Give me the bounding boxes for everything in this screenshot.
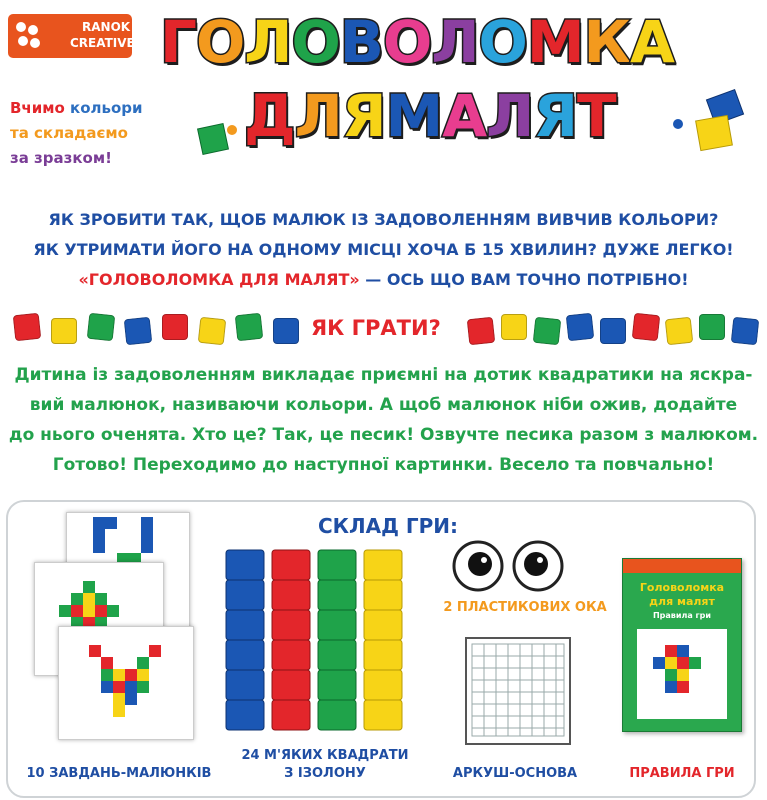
picture-cell: [113, 669, 125, 681]
rules-booklet: [622, 558, 742, 732]
soft-squares-stacks: [220, 544, 420, 740]
picture-cell: [137, 657, 149, 669]
soft-square: [318, 580, 356, 610]
soft-square: [364, 670, 402, 700]
picture-cell: [83, 581, 95, 593]
color-square-icon: [533, 317, 562, 346]
picture-cell: [113, 705, 125, 717]
soft-square: [226, 550, 264, 580]
title-letter: Я: [533, 82, 577, 150]
picture-cell: [95, 605, 107, 617]
squares-label-line-2: З ІЗОЛОНУ: [284, 766, 366, 781]
picture-card-front: [58, 626, 194, 740]
booklet-title-2: для малят: [649, 595, 715, 608]
picture-cell: [677, 669, 689, 681]
picture-cell: [101, 657, 113, 669]
cards-label: 10 ЗАВДАНЬ-МАЛЮНКІВ: [26, 766, 212, 781]
soft-square: [318, 610, 356, 640]
googly-eyes-icon: [450, 538, 570, 594]
color-square-icon: [198, 317, 227, 346]
title-letter: А: [442, 82, 487, 150]
description-line-3: до нього оченята. Хто це? Так, це песик! Озвучте песика разом з малюком.: [8, 425, 759, 445]
picture-cell: [101, 681, 113, 693]
picture-cell: [83, 593, 95, 605]
soft-square: [364, 550, 402, 580]
picture-cell: [71, 593, 83, 605]
title-letter: К: [583, 8, 630, 76]
color-square-icon: [501, 314, 527, 340]
soft-square: [226, 700, 264, 730]
soft-square: [272, 550, 310, 580]
orange-dot-icon: [222, 118, 242, 138]
picture-cell: [665, 681, 677, 693]
color-square-icon: [467, 317, 496, 346]
title-letter: Л: [486, 82, 534, 150]
picture-cell: [677, 645, 689, 657]
title-letter: Л: [244, 8, 292, 76]
title-line-1: [160, 8, 674, 76]
question-line-3-rest: — ОСЬ ЩО ВАМ ТОЧНО ПОТРІБНО!: [359, 270, 689, 289]
title-letter: О: [291, 8, 340, 76]
color-square-icon: [87, 313, 116, 342]
picture-cell: [141, 529, 153, 541]
base-sheet-grid: [464, 636, 574, 748]
description-line-4: Готово! Переходимо до наступної картинки. Весело та повчально!: [52, 455, 715, 475]
picture-cell: [665, 645, 677, 657]
description-line-1: Дитина із задоволенням викладає приємні на дотик квадратики на яскра-: [14, 365, 753, 385]
title-letter: Л: [431, 8, 479, 76]
picture-cell: [141, 541, 153, 553]
contents-title: СКЛАД ГРИ:: [318, 514, 459, 538]
title-letter: В: [339, 8, 383, 76]
soft-square: [226, 610, 264, 640]
tagline-line-2: та складаємо: [10, 124, 128, 142]
rules-label: ПРАВИЛА ГРИ: [629, 766, 735, 781]
picture-cell: [59, 605, 71, 617]
soft-square: [272, 610, 310, 640]
title-letter: Д: [244, 82, 295, 150]
tagline-line-3: за зразком!: [10, 149, 112, 167]
picture-cell: [665, 657, 677, 669]
soft-square: [318, 640, 356, 670]
picture-cell: [93, 529, 105, 541]
question-line-1: ЯК ЗРОБИТИ ТАК, ЩОБ МАЛЮК ІЗ ЗАДОВОЛЕННЯМ ВИВЧИВ КОЛЬОРИ?: [48, 210, 719, 229]
soft-square: [272, 640, 310, 670]
title-letter: О: [195, 8, 245, 76]
picture-cell: [125, 693, 137, 705]
sheet-label: АРКУШ-ОСНОВА: [452, 766, 578, 781]
soft-square: [272, 670, 310, 700]
color-square-icon: [699, 314, 725, 340]
color-square-icon: [13, 313, 42, 342]
yellow-cube-icon: [690, 112, 740, 156]
title-letter: Т: [576, 82, 616, 150]
soft-square: [226, 640, 264, 670]
soft-square: [364, 580, 402, 610]
color-square-icon: [162, 314, 188, 340]
color-square-icon: [566, 313, 595, 342]
title-letter: О: [478, 8, 527, 76]
color-square-icon: [600, 318, 626, 344]
title-letter: М: [526, 8, 584, 76]
color-square-icon: [731, 317, 760, 346]
booklet-picture: [637, 629, 727, 719]
color-square-icon: [51, 318, 77, 344]
how-to-play-heading: ЯК ГРАТИ?: [311, 316, 441, 340]
picture-cell: [89, 645, 101, 657]
soft-square: [318, 550, 356, 580]
color-square-icon: [235, 313, 264, 342]
soft-square: [226, 580, 264, 610]
product-name-highlight: «ГОЛОВОЛОМКА ДЛЯ МАЛЯТ»: [78, 270, 360, 289]
title-line-2: [244, 82, 616, 150]
color-square-icon: [665, 317, 694, 346]
tagline: [10, 96, 200, 171]
picture-cell: [107, 605, 119, 617]
ranok-creative-logo: [8, 14, 135, 58]
logo-text-creative: CREATIVE: [70, 36, 135, 50]
booklet-title-1: Головоломка: [639, 581, 725, 594]
picture-cell: [137, 669, 149, 681]
soft-square: [318, 700, 356, 730]
booklet-header-bar: [623, 559, 741, 573]
picture-cell: [125, 669, 137, 681]
soft-square: [364, 610, 402, 640]
picture-cell: [95, 593, 107, 605]
soft-square: [364, 700, 402, 730]
tagline-word-1: Вчимо: [10, 99, 65, 117]
picture-cell: [101, 669, 113, 681]
picture-cell: [105, 517, 117, 529]
title-letter: А: [629, 8, 674, 76]
picture-cell: [665, 669, 677, 681]
title-letter: О: [383, 8, 432, 76]
color-square-icon: [273, 318, 299, 344]
soft-square: [364, 640, 402, 670]
soft-square: [272, 700, 310, 730]
title-letter: Л: [294, 82, 342, 150]
picture-cell: [113, 681, 125, 693]
picture-cell: [93, 541, 105, 553]
description: [0, 360, 767, 480]
picture-cell: [125, 681, 137, 693]
eyes-label: 2 ПЛАСТИКОВИХ ОКА: [443, 600, 607, 615]
description-line-2: вий малюнок, називаючи кольори. А щоб малюнок ніби ожив, додайте: [29, 395, 738, 415]
logo-dots-icon: [16, 22, 42, 50]
picture-cell: [141, 517, 153, 529]
blue-dot-icon: [668, 112, 688, 132]
picture-cell: [653, 657, 665, 669]
picture-cell: [137, 681, 149, 693]
title-letter: М: [385, 82, 443, 150]
soft-square: [226, 670, 264, 700]
squares-label-line-1: 24 М'ЯКИХ КВАДРАТИ: [241, 748, 409, 763]
color-square-icon: [124, 317, 153, 346]
booklet-subtitle: Правила гри: [652, 611, 712, 620]
title-letter: Г: [160, 8, 196, 76]
picture-cell: [689, 657, 701, 669]
soft-square: [272, 580, 310, 610]
picture-cell: [71, 605, 83, 617]
picture-cell: [83, 605, 95, 617]
color-square-icon: [632, 313, 661, 342]
picture-cell: [677, 681, 689, 693]
logo-text-ranok: RANOK: [82, 20, 131, 34]
picture-cell: [149, 645, 161, 657]
picture-cell: [113, 693, 125, 705]
picture-cell: [93, 517, 105, 529]
tagline-word-2: кольори: [64, 99, 143, 117]
question-line-3: [0, 270, 767, 289]
question-line-2: ЯК УТРИМАТИ ЙОГО НА ОДНОМУ МІСЦІ ХОЧА Б 15 ХВИЛИН? ДУЖЕ ЛЕГКО!: [33, 240, 734, 259]
title-letter: Я: [341, 82, 386, 150]
picture-cell: [677, 657, 689, 669]
soft-square: [318, 670, 356, 700]
